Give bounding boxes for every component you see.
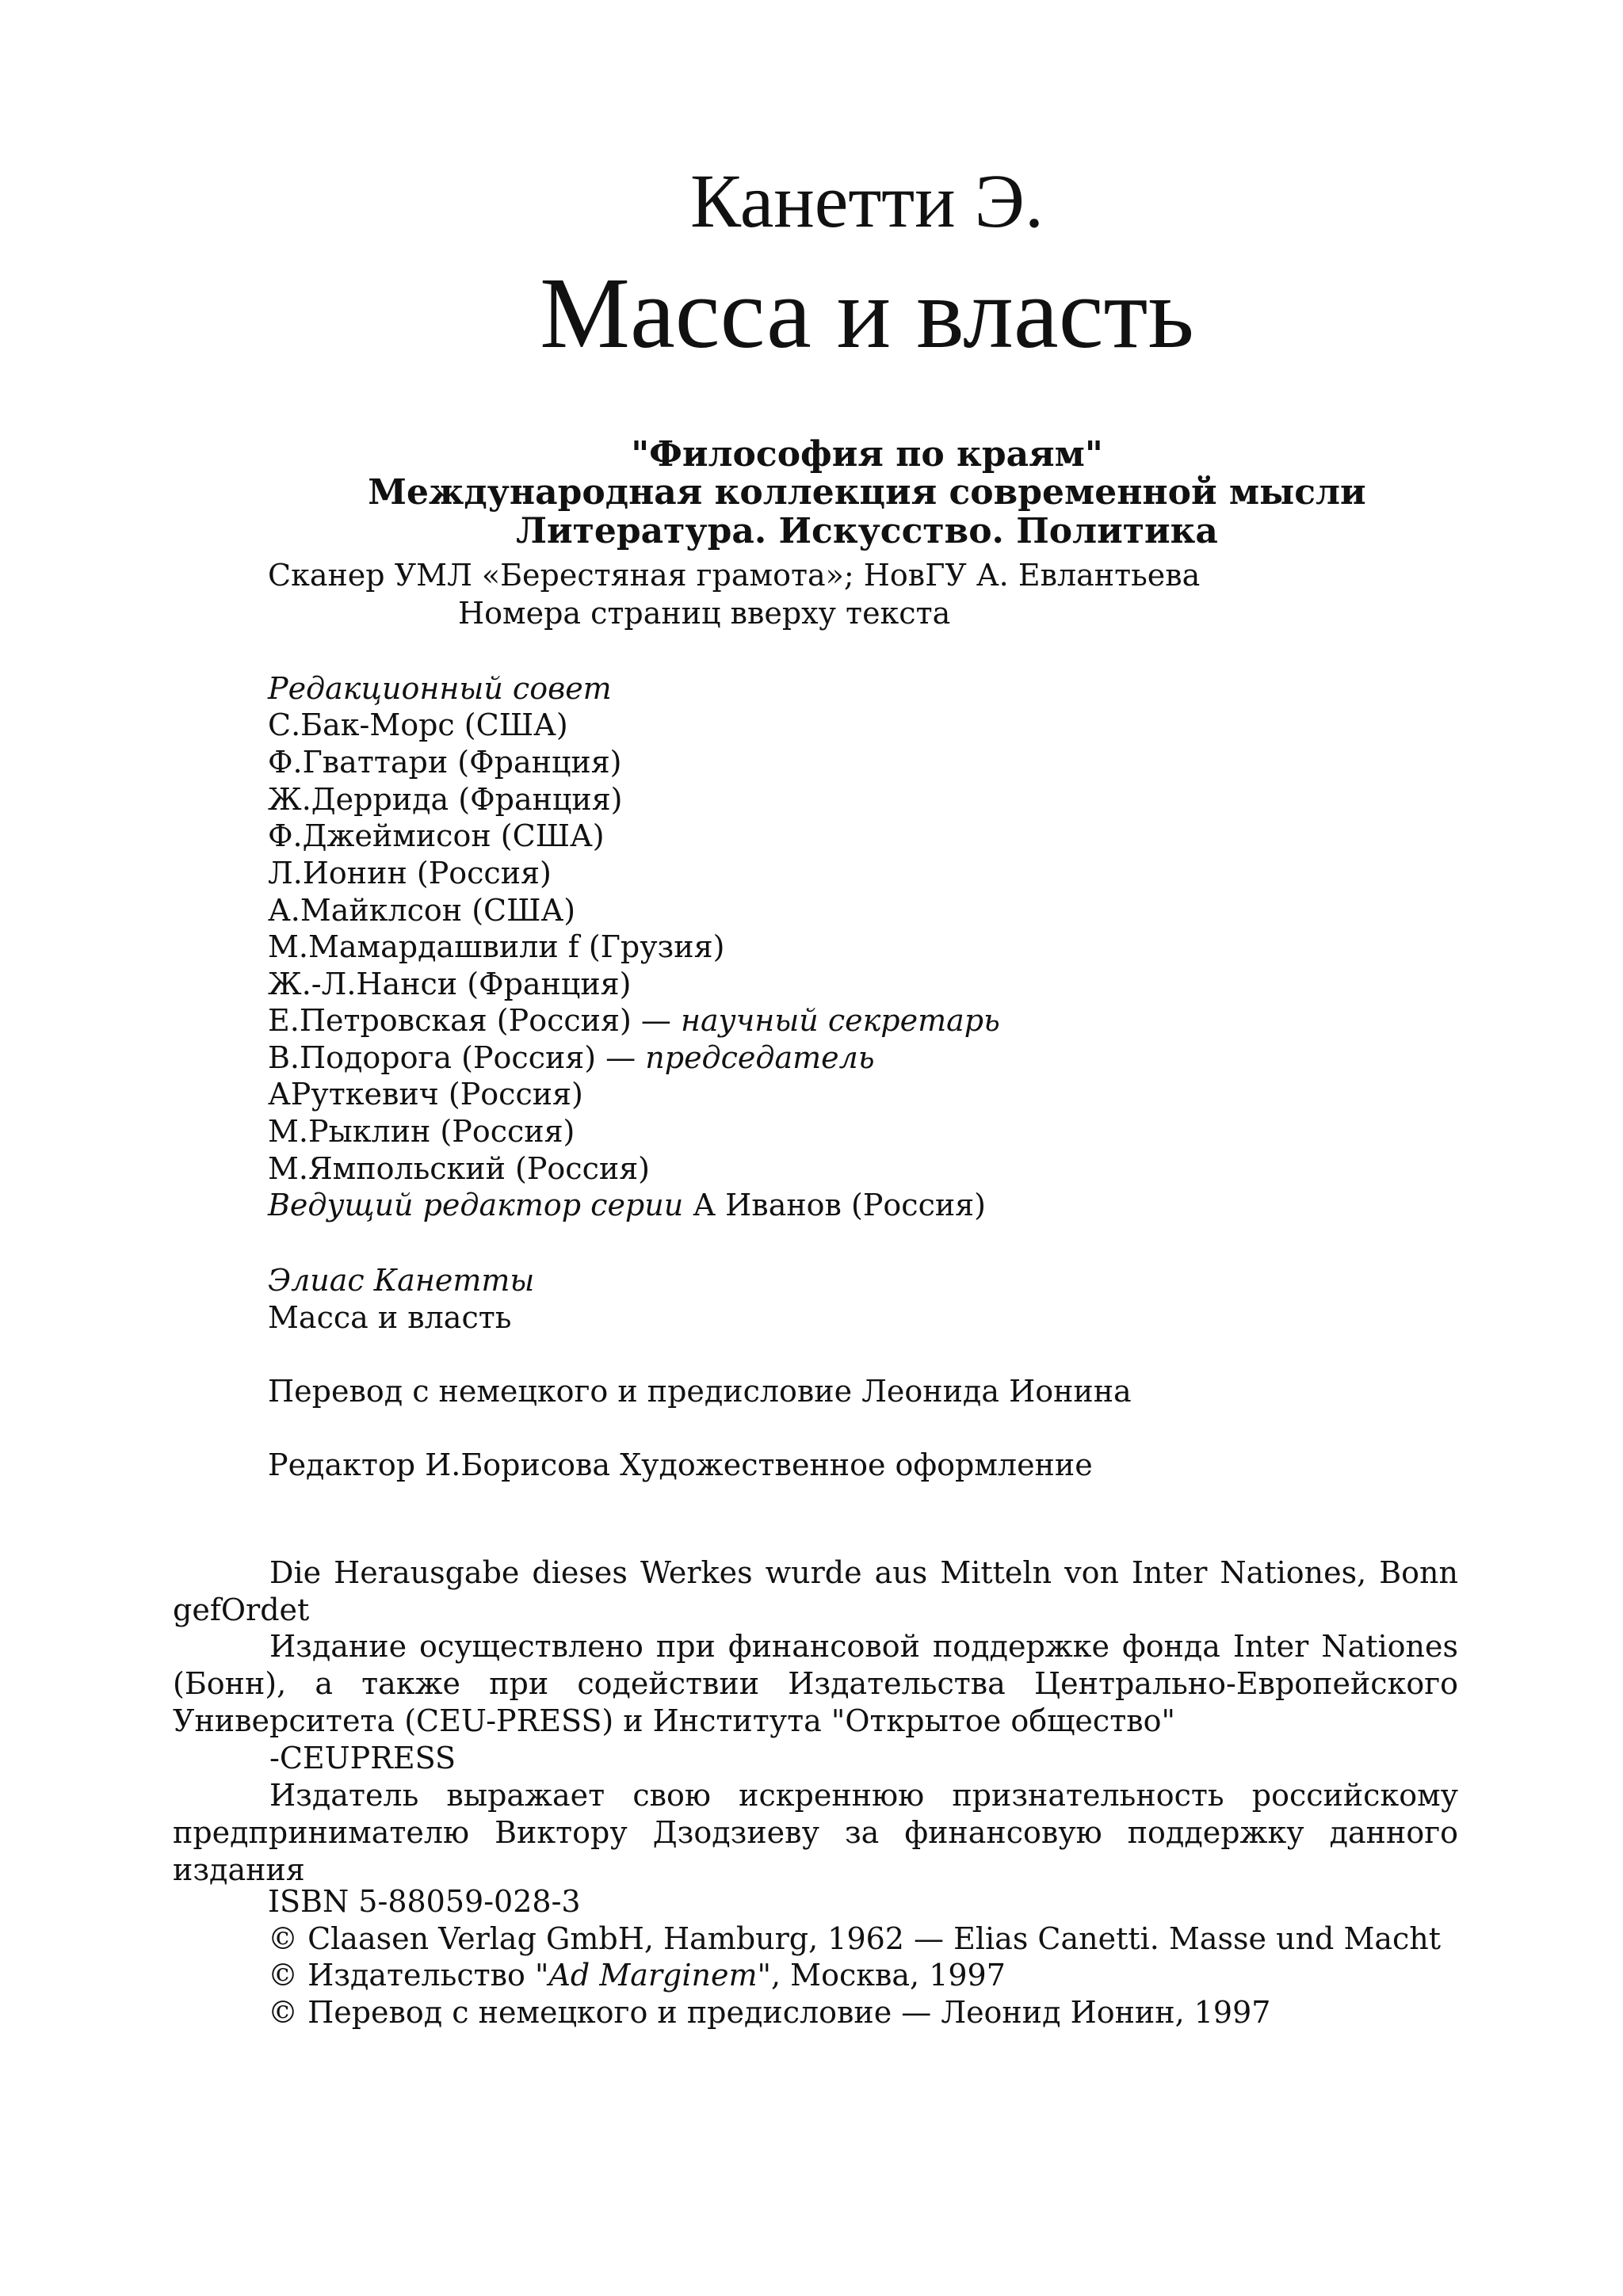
- copyright-publisher: [268, 1958, 1006, 1993]
- board-member: М.Рыклин (Россия): [268, 1114, 575, 1149]
- author-heading: Канетти Э.: [689, 158, 1044, 243]
- funding-german: Die Herausgabe dieses Werkes wurde aus Mitteln von Inter Nationes, Bonn gefOrdet: [173, 1555, 1458, 1627]
- copyright-prefix: © Издательство: [268, 1958, 535, 1993]
- isbn: ISBN 5-88059-028-3: [268, 1884, 581, 1919]
- board-member: Л.Ионин (Россия): [268, 856, 552, 891]
- translation-credit: Перевод с немецкого и предисловие Леонида Ионина: [268, 1374, 1132, 1409]
- board-member: С.Бак-Морс (США): [268, 707, 568, 742]
- board-member: Ж.-Л.Нанси (Франция): [268, 967, 632, 1001]
- board-member-chair: [268, 1040, 875, 1075]
- board-member: Ф.Гваттари (Франция): [268, 745, 622, 780]
- editor-credit: Редактор И.Борисова Художественное оформление: [268, 1447, 1093, 1482]
- board-member-role: научный секретарь: [680, 1003, 1000, 1038]
- series-collection: Международная коллекция современной мысли: [368, 472, 1366, 513]
- funding-thanks: Издатель выражает свою искреннюю признательность российскому предпринимателю Виктору Дзодзиеву за финансовую поддержку данного издания: [173, 1778, 1458, 1887]
- board-member-role: председатель: [645, 1040, 875, 1075]
- board-member: Ф.Джеймисон (США): [268, 818, 605, 853]
- board-member: Ж.Деррида (Франция): [268, 782, 623, 817]
- board-member: АРуткевич (Россия): [268, 1077, 583, 1112]
- copyright-original: © Claasen Verlag GmbH, Hamburg, 1962 — Elias Canetti. Masse und Macht: [268, 1921, 1442, 1956]
- scan-credit: Сканер УМЛ «Берестяная грамота»; НовГУ А. Евлантьева: [268, 558, 1201, 593]
- book-title-line: Масса и власть: [268, 1300, 512, 1335]
- funding-russian: Издание осуществлено при финансовой поддержке фонда Inter Nationes (Бонн), а также при содействии Издательства Центрально-Европейского Университета (CEU-PRESS) и Института "Открытое общество": [173, 1629, 1458, 1738]
- board-member: А.Майклсон (США): [268, 893, 576, 928]
- board-member-name: Е.Петровская (Россия) —: [268, 1003, 681, 1038]
- board-member-secretary: [268, 1003, 1000, 1038]
- board-heading: Редакционный совет: [268, 671, 612, 706]
- lead-editor: [268, 1188, 986, 1222]
- board-member: М.Ямпольский (Россия): [268, 1151, 650, 1186]
- lead-editor-role: Ведущий редактор серии: [268, 1188, 684, 1222]
- board-member-name: В.Подорога (Россия) —: [268, 1040, 646, 1075]
- funding-ceupress: -CEUPRESS: [269, 1741, 456, 1775]
- lead-editor-name: А Иванов (Россия): [683, 1188, 986, 1222]
- series-topics: Литература. Искусство. Политика: [516, 511, 1218, 551]
- publisher-name: "Ad Marginem": [535, 1958, 772, 1993]
- book-title: Масса и власть: [540, 257, 1194, 369]
- series-name: "Философия по краям": [631, 434, 1103, 475]
- copyright-translation: © Перевод с немецкого и предисловие — Леонид Ионин, 1997: [268, 1995, 1271, 2030]
- board-member: М.Мамардашвили f (Грузия): [268, 929, 725, 964]
- copyright-suffix: , Москва, 1997: [771, 1958, 1006, 1993]
- book-author: Элиас Канетты: [268, 1263, 535, 1298]
- page-numbers-note: Номера страниц вверху текста: [458, 596, 951, 631]
